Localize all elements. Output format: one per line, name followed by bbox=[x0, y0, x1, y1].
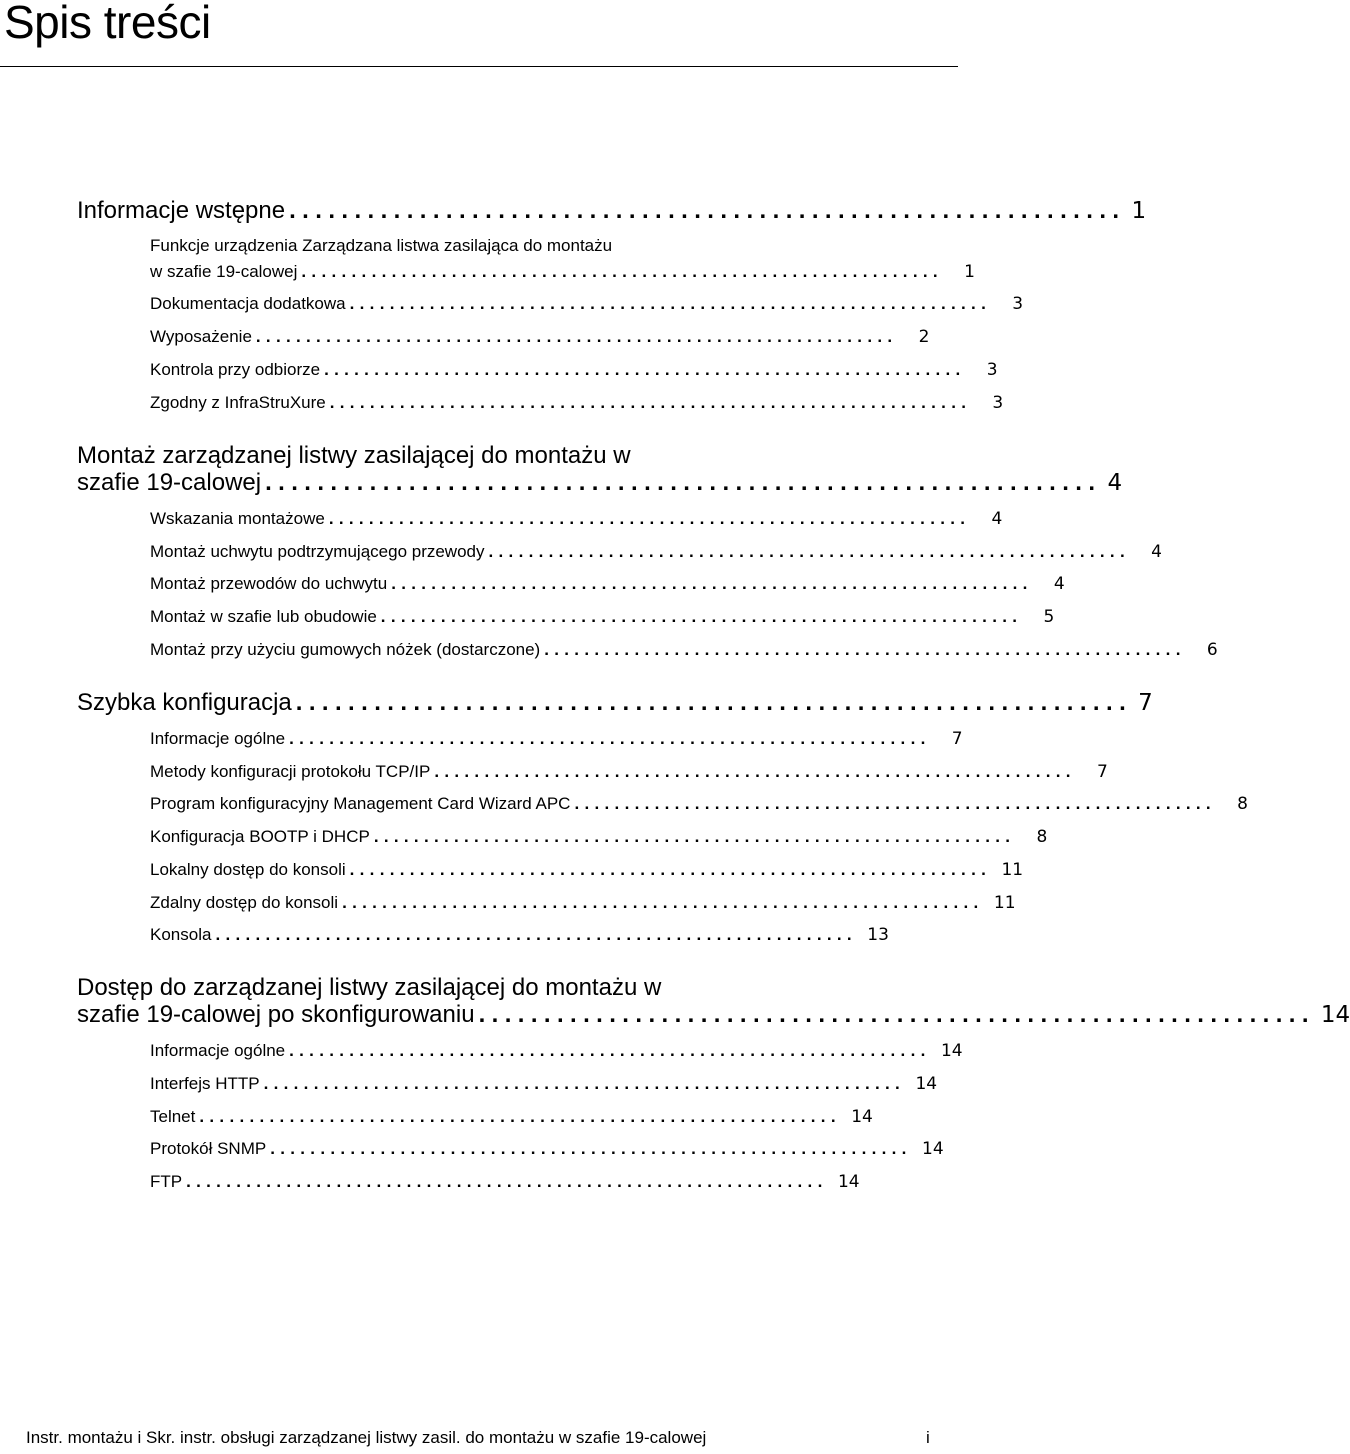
toc-entry-wskazania-montazowe[interactable] bbox=[150, 505, 1003, 533]
toc-entry-informacje-ogolne-2[interactable] bbox=[150, 1037, 963, 1065]
toc-page-number: 11 bbox=[1001, 860, 1024, 880]
page-title: Spis treści bbox=[4, 0, 211, 48]
toc-entry-title: Dokumentacja dodatkowa bbox=[150, 294, 346, 313]
toc-page-number: 7 bbox=[1096, 762, 1108, 782]
toc-entry-wizard-apc[interactable] bbox=[150, 790, 1248, 818]
toc-page-number: 14 bbox=[1320, 1002, 1350, 1028]
toc-entry-title: Metody konfiguracji protokołu TCP/IP bbox=[150, 762, 431, 781]
toc-page-number: 4 bbox=[1151, 542, 1162, 562]
toc-page-number: 1 bbox=[964, 262, 975, 282]
toc-entry-lokalny-dostep[interactable] bbox=[150, 856, 1024, 884]
toc-entry-title: Wskazania montażowe bbox=[150, 509, 325, 528]
toc-entry-telnet[interactable] bbox=[150, 1103, 873, 1131]
toc-section-title: Szybka konfiguracja bbox=[77, 689, 292, 716]
toc-page-number: 3 bbox=[986, 360, 998, 380]
toc-entry-funkcje-urzadzenia[interactable] bbox=[150, 258, 975, 286]
toc-entry-montaz-w-szafie[interactable] bbox=[150, 603, 1055, 631]
toc-entry-title: Interfejs HTTP bbox=[150, 1074, 260, 1093]
toc-entry-dokumentacja-dodatkowa[interactable] bbox=[150, 290, 1024, 318]
toc-entry-kontrola-przy-odbiorze[interactable] bbox=[150, 356, 998, 384]
toc-page-number: 7 bbox=[1138, 690, 1153, 716]
toc-entry-title: Montaż w szafie lub obudowie bbox=[150, 607, 377, 626]
toc-leader-dots: ................................................................ bbox=[391, 574, 1033, 593]
toc-entry-montaz-przewodow[interactable] bbox=[150, 570, 1065, 598]
toc-section-szybka-konfiguracja[interactable] bbox=[77, 688, 1153, 718]
toc-page-number: 3 bbox=[992, 393, 1004, 413]
toc-leader-dots: ................................................................ bbox=[265, 469, 1102, 496]
toc-page-number: 4 bbox=[1053, 574, 1065, 594]
toc-leader-dots: ................................................................ bbox=[574, 794, 1216, 813]
toc-leader-dots: ................................................................ bbox=[186, 1172, 828, 1191]
toc-entry-ftp[interactable] bbox=[150, 1168, 860, 1196]
toc-leader-dots: ................................................................ bbox=[199, 1107, 841, 1126]
toc-entry-zdalny-dostep[interactable] bbox=[150, 889, 1016, 917]
toc-page-number: 5 bbox=[1043, 607, 1055, 627]
toc-entry-title: Protokół SNMP bbox=[150, 1139, 267, 1158]
toc-entry-title: Informacje ogólne bbox=[150, 1041, 286, 1060]
toc-entry-title: Konsola bbox=[150, 925, 212, 944]
toc-entry-title: Wyposażenie bbox=[150, 327, 252, 346]
toc-page-number: 7 bbox=[951, 729, 963, 749]
toc-page-number: 14 bbox=[940, 1041, 963, 1061]
toc-leader-dots: ................................................................ bbox=[289, 197, 1126, 224]
toc-entry-title: Zdalny dostęp do konsoli bbox=[150, 893, 339, 912]
toc-entry-konsola[interactable] bbox=[150, 921, 889, 949]
toc-leader-dots: ................................................................ bbox=[289, 1041, 931, 1060]
toc-entry-montaz-uchwytu[interactable] bbox=[150, 538, 1162, 566]
toc-page-number: 14 bbox=[851, 1107, 873, 1127]
toc-leader-dots: ................................................................ bbox=[289, 729, 931, 748]
toc-leader-dots: ................................................................ bbox=[488, 542, 1130, 561]
toc-section-title: szafie 19-calowej bbox=[77, 469, 262, 496]
toc-leader-dots: ................................................................ bbox=[349, 860, 992, 879]
toc-leader-dots: ................................................................ bbox=[295, 689, 1133, 716]
toc-entry-title: FTP bbox=[150, 1172, 183, 1191]
toc-entry-protokol-snmp[interactable] bbox=[150, 1135, 944, 1163]
toc-page-number: 11 bbox=[993, 893, 1016, 913]
toc-page-number: 8 bbox=[1237, 794, 1248, 814]
toc-page-number: 14 bbox=[915, 1074, 938, 1094]
title-divider bbox=[0, 66, 958, 67]
toc-page-number: 13 bbox=[867, 925, 889, 945]
toc-leader-dots: ................................................................ bbox=[544, 640, 1186, 659]
toc-entry-title: w szafie 19-calowej bbox=[150, 262, 298, 281]
toc-entry-zgodny-z-infrastruxure[interactable] bbox=[150, 389, 1004, 417]
toc-entry-title: Kontrola przy odbiorze bbox=[150, 360, 321, 379]
toc-section-title: Informacje wstępne bbox=[77, 197, 286, 224]
toc-page-number: 2 bbox=[918, 327, 930, 347]
toc-entry-title: Informacje ogólne bbox=[150, 729, 286, 748]
toc-section-title: szafie 19-calowej po skonfigurowaniu bbox=[77, 1001, 475, 1028]
toc-entry-title: Montaż przewodów do uchwytu bbox=[150, 574, 388, 593]
toc-leader-dots: ................................................................ bbox=[434, 762, 1076, 781]
toc-entry-informacje-ogolne[interactable] bbox=[150, 725, 963, 753]
toc-entry-title: Zgodny z InfraStruXure bbox=[150, 393, 326, 412]
toc-leader-dots: ................................................................ bbox=[329, 393, 972, 412]
toc-entry-title: Konfiguracja BOOTP i DHCP bbox=[150, 827, 370, 846]
toc-entry-title: Montaż uchwytu podtrzymującego przewody bbox=[150, 542, 485, 561]
toc-section-title-line1: Dostęp do zarządzanej listwy zasilającej do montażu w bbox=[77, 974, 662, 1001]
toc-leader-dots: ................................................................ bbox=[478, 1001, 1315, 1028]
footer-page-number: i bbox=[926, 1428, 930, 1447]
toc-section-dostep-po-konfiguracji[interactable] bbox=[77, 1000, 1350, 1030]
toc-leader-dots: ................................................................ bbox=[255, 327, 898, 346]
toc-leader-dots: ................................................................ bbox=[373, 827, 1016, 846]
toc-section-informacje-wstepne[interactable] bbox=[77, 196, 1147, 226]
toc-leader-dots: ................................................................ bbox=[263, 1074, 906, 1093]
toc-page-number: 6 bbox=[1206, 640, 1218, 660]
toc-page-number: 1 bbox=[1131, 198, 1147, 224]
toc-entry-interfejs-http[interactable] bbox=[150, 1070, 938, 1098]
toc-entry-title: Program konfiguracyjny Management Card Wizard APC bbox=[150, 794, 571, 813]
toc-page-number: 14 bbox=[837, 1172, 860, 1192]
toc-entry-line1: Funkcje urządzenia Zarządzana listwa zasilająca do montażu bbox=[150, 236, 613, 255]
toc-section-title-line1: Montaż zarządzanej listwy zasilającej do montażu w bbox=[77, 442, 631, 469]
toc-leader-dots: ................................................................ bbox=[301, 262, 943, 281]
toc-leader-dots: ................................................................ bbox=[215, 925, 857, 944]
toc-section-montaz-listwy[interactable] bbox=[77, 468, 1123, 498]
toc-entry-bootp-dhcp[interactable] bbox=[150, 823, 1048, 851]
toc-leader-dots: ................................................................ bbox=[328, 509, 971, 528]
toc-entry-montaz-gumowe-nozki[interactable] bbox=[150, 636, 1218, 664]
toc-leader-dots: ................................................................ bbox=[349, 294, 992, 313]
toc-page-number: 3 bbox=[1012, 294, 1024, 314]
toc-page-number: 14 bbox=[922, 1139, 944, 1159]
toc-entry-title: Montaż przy użyciu gumowych nóżek (dostarczone) bbox=[150, 640, 541, 659]
toc-page-number: 4 bbox=[1107, 470, 1123, 496]
toc-leader-dots: ................................................................ bbox=[380, 607, 1023, 626]
toc-leader-dots: ................................................................ bbox=[342, 893, 984, 912]
toc-entry-title: Telnet bbox=[150, 1107, 196, 1126]
toc-entry-wyposazenie[interactable] bbox=[150, 323, 930, 351]
toc-entry-metody-tcpip[interactable] bbox=[150, 758, 1108, 786]
toc-entry-title: Lokalny dostęp do konsoli bbox=[150, 860, 346, 879]
toc-page-number: 8 bbox=[1036, 827, 1048, 847]
toc-leader-dots: ................................................................ bbox=[270, 1139, 912, 1158]
page-footer: Instr. montażu i Skr. instr. obsługi zarządzanej listwy zasil. do montażu w szafie 19-calowej bbox=[26, 1428, 707, 1447]
toc-leader-dots: ................................................................ bbox=[324, 360, 966, 379]
toc-page-number: 4 bbox=[991, 509, 1003, 529]
